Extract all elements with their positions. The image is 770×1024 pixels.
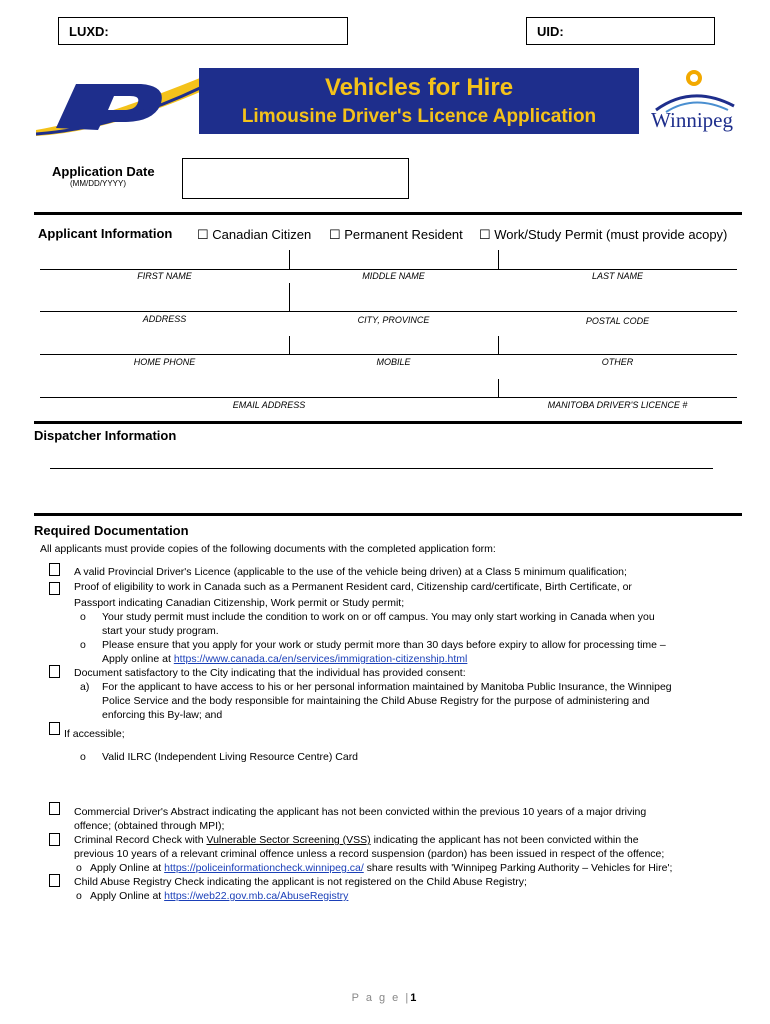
police-check-apply: Apply Online at https://policeinformationcheck.winnipeg.ca/ share results with 'Winnipeg Parking Authority – Vehicles for Hire'; — [90, 862, 673, 874]
dispatcher-info-heading: Dispatcher Information — [34, 428, 177, 443]
email-address-label: EMAIL ADDRESS — [232, 400, 306, 410]
doc-item-criminal-check-cont: previous 10 years of a relevant criminal offence unless a record suspension (pardon) has been issued in respect of the offence; — [74, 848, 665, 860]
doc-item-abstract: Commercial Driver's Abstract indicating the applicant has not been convicted within the previous 10 years of a major driving — [74, 806, 647, 818]
dispatcher-input-line[interactable] — [50, 468, 713, 469]
permanent-resident-checkbox[interactable]: ☐ Permanent Resident — [329, 227, 463, 242]
item-checkbox[interactable] — [49, 582, 60, 595]
application-date-label: Application Date — [52, 164, 155, 179]
mobile-label: MOBILE — [376, 357, 411, 367]
vss-link[interactable]: Vulnerable Sector Screening (VSS) — [206, 834, 371, 846]
required-docs-intro: All applicants must provide copies of the following documents with the completed application form: — [40, 543, 496, 555]
uid-label: UID: — [537, 24, 564, 39]
consent-a-line1: For the applicant to have access to his or her personal information maintained by Manitoba Public Insurance, the Winnipeg — [102, 681, 672, 693]
section-divider — [34, 513, 742, 516]
luxd-label: LUXD: — [69, 24, 109, 39]
page-footer: P a g e |1 — [351, 992, 419, 1004]
city-province-label: CITY, PROVINCE — [357, 315, 430, 325]
applicant-info-heading: Applicant Information — [38, 226, 173, 241]
canadian-citizen-checkbox[interactable]: ☐ Canadian Citizen — [197, 227, 312, 242]
winnipeg-logo — [642, 66, 742, 138]
doc-item-if-accessible: If accessible; — [64, 728, 125, 740]
doc-item-criminal-check: Criminal Record Check with Vulnerable Sector Screening (VSS) indicating the applicant has not been convicted within the — [74, 834, 639, 846]
first-name-label: FIRST NAME — [137, 271, 192, 281]
abuse-registry-link[interactable]: https://web22.gov.mb.ca/AbuseRegistry — [164, 890, 349, 902]
middle-name-label: MIDDLE NAME — [362, 271, 425, 281]
application-date-input[interactable] — [182, 158, 409, 199]
item-checkbox[interactable] — [49, 665, 60, 678]
page-number: 1 — [410, 992, 419, 1004]
banner-subtitle: Limousine Driver's Licence Application — [241, 106, 597, 127]
consent-a-line2: Police Service and the body responsible for maintaining the Child Abuse Registry for the purpose of administering and — [102, 695, 650, 707]
address-row-line — [40, 311, 737, 312]
other-phone-label: OTHER — [601, 357, 634, 367]
section-divider — [34, 212, 742, 215]
name-row-line — [40, 269, 737, 270]
luxd-field[interactable] — [58, 17, 348, 45]
last-name-label: LAST NAME — [591, 271, 643, 281]
address-label: ADDRESS — [142, 314, 187, 324]
section-divider — [34, 421, 742, 424]
sub-apply-early: Please ensure that you apply for your work or study permit more than 30 days before expiry to allow for processing time – — [102, 639, 666, 651]
home-phone-label: HOME PHONE — [133, 357, 196, 367]
sub-study-permit: Your study permit must include the condition to work on or off campus. You may only start working in Canada when you — [102, 611, 655, 623]
parking-authority-logo — [36, 70, 201, 138]
item-checkbox[interactable] — [49, 874, 60, 887]
doc-item-abstract-cont: offence; (obtained through MPI); — [74, 820, 225, 832]
uid-field[interactable] — [526, 17, 715, 45]
banner-title: Vehicles for Hire — [324, 74, 514, 101]
abuse-registry-apply: Apply Online at https://web22.gov.mb.ca/AbuseRegistry — [90, 890, 349, 902]
doc-item-drivers-licence: A valid Provincial Driver's Licence (applicable to the use of the vehicle being driven) at a Class 5 minimum qualification; — [74, 566, 627, 578]
item-checkbox[interactable] — [49, 833, 60, 846]
work-study-permit-checkbox[interactable]: ☐ Work/Study Permit (must provide acopy) — [479, 227, 728, 242]
item-checkbox[interactable] — [49, 802, 60, 815]
police-check-link[interactable]: https://policeinformationcheck.winnipeg.ca/ — [164, 862, 364, 874]
phone-row-line — [40, 354, 737, 355]
doc-item-eligibility-cont: Passport indicating Canadian Citizenship, Work permit or Study permit; — [74, 597, 405, 609]
consent-a-line3: enforcing this By-law; and — [102, 709, 223, 721]
ilrc-card-item: Valid ILRC (Independent Living Resource Centre) Card — [102, 751, 359, 763]
postal-code-label: POSTAL CODE — [585, 316, 650, 326]
sub-study-permit-cont: start your study program. — [102, 625, 219, 637]
doc-item-consent: Document satisfactory to the City indicating that the individual has provided consent: — [74, 667, 466, 679]
date-format-hint: (MM/DD/YYYY) — [70, 179, 126, 188]
winnipeg-wordmark: Winnipeg — [651, 108, 733, 132]
doc-item-eligibility: Proof of eligibility to work in Canada such as a Permanent Resident card, Citizenship card/certificate, Birth Certificate, or — [74, 581, 632, 593]
item-checkbox[interactable] — [49, 722, 60, 735]
mb-licence-label: MANITOBA DRIVER'S LICENCE # — [547, 400, 688, 410]
canada-immigration-link[interactable]: https://www.canada.ca/en/services/immigration-citizenship.html — [173, 653, 468, 665]
required-docs-heading: Required Documentation — [34, 523, 189, 538]
title-banner — [199, 68, 639, 134]
sub-apply-online: Apply online at https://www.canada.ca/en/services/immigration-citizenship.html — [102, 653, 468, 665]
email-row-line — [40, 397, 737, 398]
doc-item-abuse-registry: Child Abuse Registry Check indicating the applicant is not registered on the Child Abuse Registry; — [74, 876, 527, 888]
item-checkbox[interactable] — [49, 563, 60, 576]
